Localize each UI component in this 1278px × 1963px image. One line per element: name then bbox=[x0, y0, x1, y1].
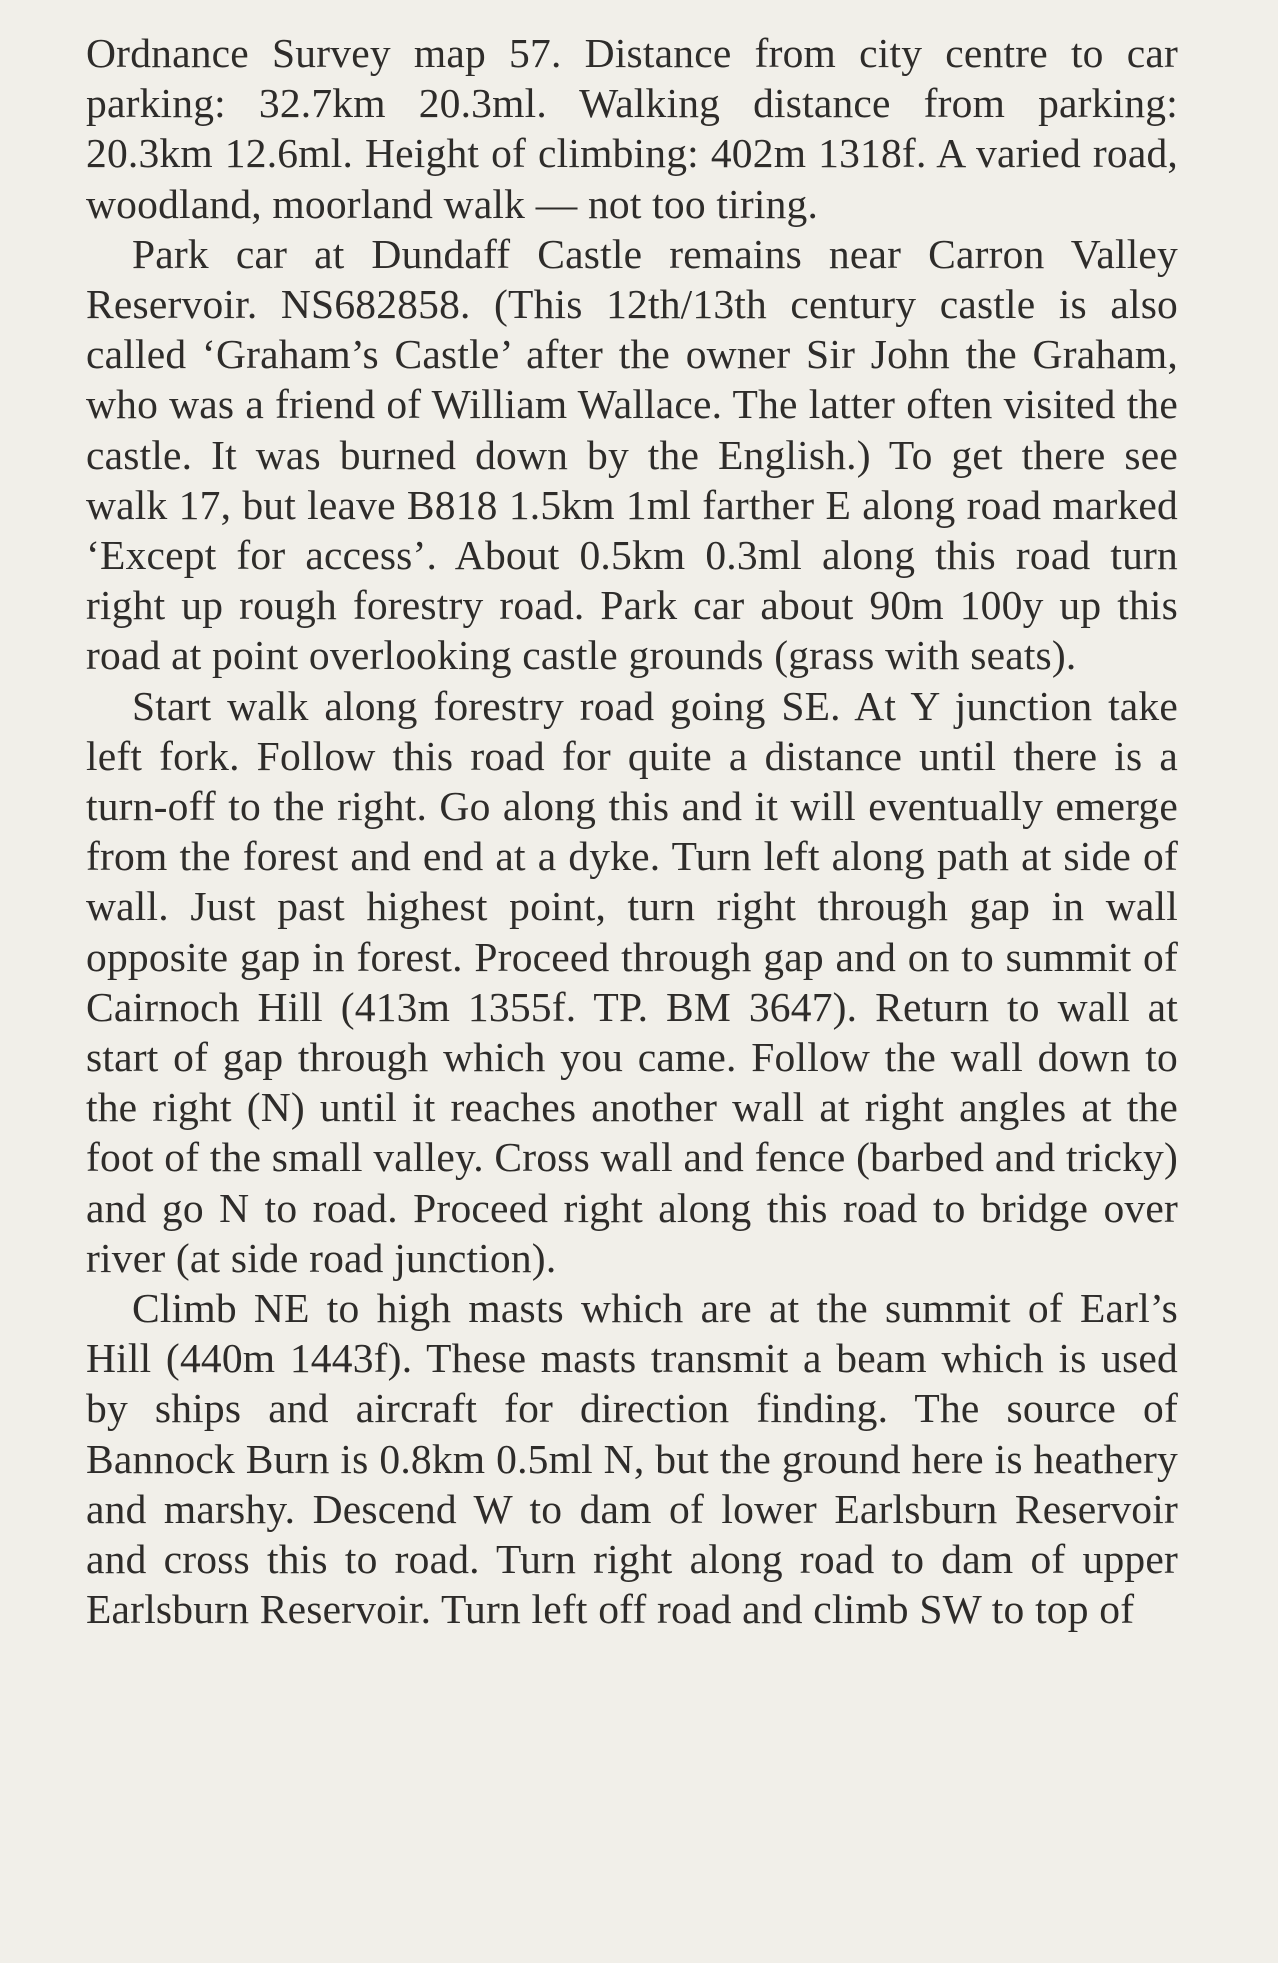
paragraph-map-details: Ordnance Survey map 57. Distance from city centre to car parking: 32.7km 20.3ml. Walking distance from parking: 20.3km 12.6ml. Height of climbing: 402m 1318f. A varied road, woodland, moorland walk — not too tiring. bbox=[86, 30, 1178, 227]
paragraph-walk-start: Start walk along forestry road going SE. At Y junction take left fork. Follow this road for quite a distance until there is a turn-off to the right. Go along this and it will eventually emerge from the forest and end at a dyke. Turn left along path at side of wall. Just past highest point, turn right through gap in wall opposite gap in forest. Proceed through gap and on to summit of Cairnoch Hill (413m 1355f. TP. BM 3647). Return to wall at start of gap through which you came. Follow the wall down to the right (N) until it reaches another wall at right angles at the foot of the small valley. Cross wall and fence (barbed and tricky) and go N to road. Proceed right along this road to bridge over river (at side road junction). bbox=[86, 682, 1178, 1281]
paragraph-parking: Park car at Dundaff Castle remains near Carron Valley Reservoir. NS682858. (This 12th/13th century castle is also called ‘Graham’s Castle’ after the owner Sir John the Graham, who was a friend of William Wallace. The latter often visited the castle. It was burned down by the English.) To get there see walk 17, but leave B818 1.5km 1ml farther E along road marked ‘Except for access’. About 0.5km 0.3ml along this road turn right up rough forestry road. Park car about 90m 100y up this road at point overlooking castle grounds (grass with seats). bbox=[86, 230, 1178, 679]
paragraph-earls-hill: Climb NE to high masts which are at the summit of Earl’s Hill (440m 1443f). These masts transmit a beam which is used by ships and aircraft for direction finding. The source of Bannock Burn is 0.8km 0.5ml N, but the ground here is heathery and marshy. Descend W to dam of lower Earlsburn Reservoir and cross this to road. Turn right along road to dam of upper Earlsburn Reservoir. Turn left off road and climb SW to top of bbox=[86, 1285, 1178, 1633]
